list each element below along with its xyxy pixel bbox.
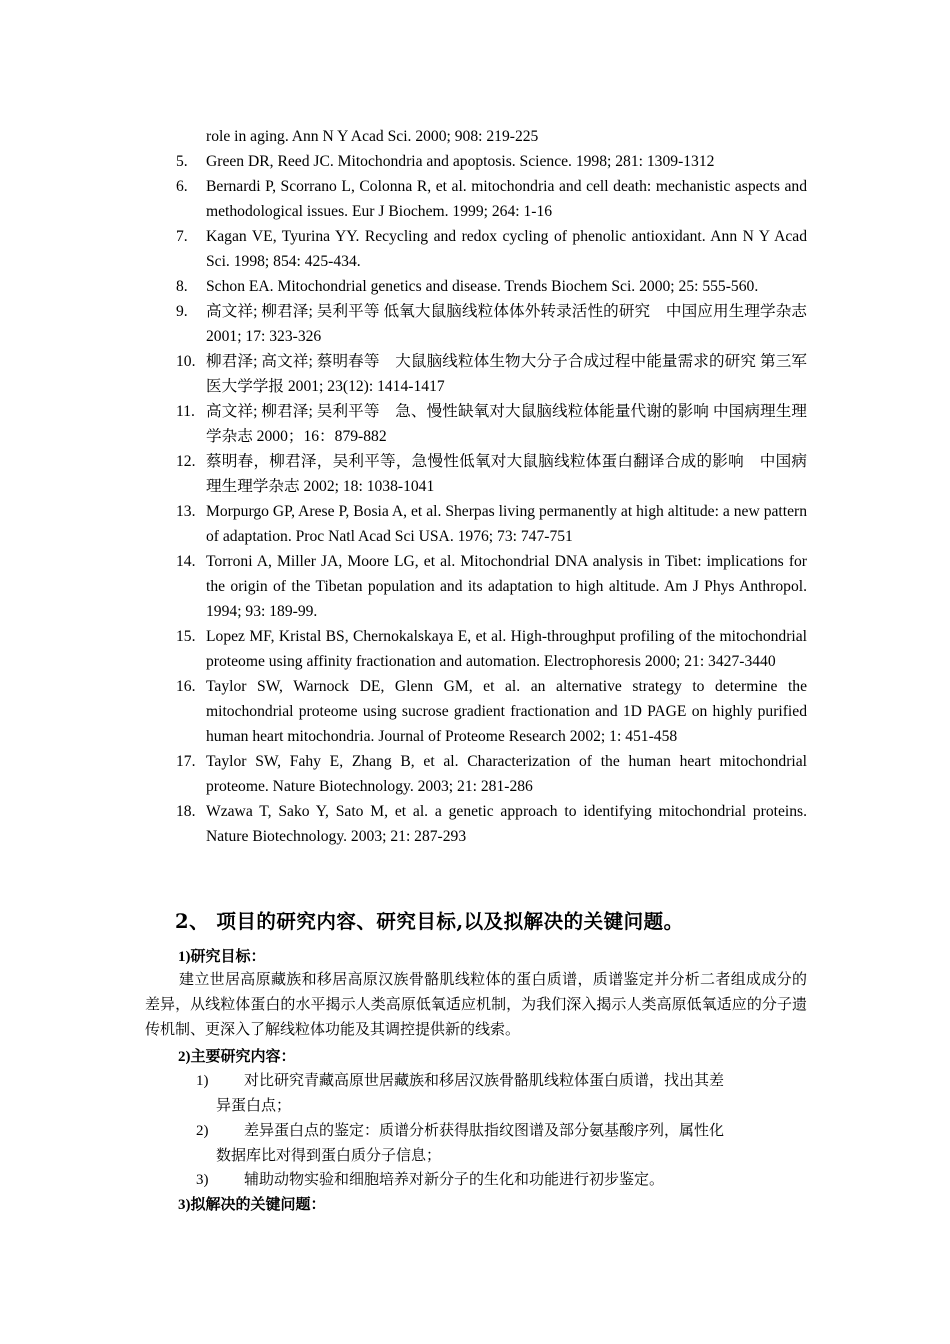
reference-number: 14. (176, 553, 196, 570)
reference-text: Taylor SW, Warnock DE, Glenn GM, et al. an alternative strategy to determine the mitochondrial proteome using sucrose gradient fractionation and 1D PAGE on highly purified human heart mitochondria. Journal of Proteome Research 2002; 1: 451-458 (206, 678, 807, 745)
content-item-text-continued: 数据库比对得到蛋白质分子信息； (216, 1148, 442, 1164)
goal-label: 1)研究目标： (178, 949, 266, 965)
key-issues-label: 3)拟解决的关键问题： (178, 1197, 326, 1213)
content-item (196, 1168, 786, 1193)
content-label: 2)主要研究内容： (178, 1049, 296, 1065)
reference-number: 11. (176, 403, 195, 420)
content-item-text-continued: 异蛋白点； (216, 1098, 292, 1114)
reference-item (145, 224, 807, 274)
reference-item (145, 499, 807, 549)
reference-number: 16. (176, 678, 196, 695)
reference-text: Taylor SW, Fahy E, Zhang B, et al. Characterization of the human heart mitochondrial proteome. Nature Biotechnology. 2003; 21: 281-286 (206, 753, 807, 795)
content-item (196, 1069, 786, 1119)
reference-text: 高文祥; 柳君泽; 吴利平等 低氧大鼠脑线粒体体外转录活性的研究 中国应用生理学杂志 2001; 17: 323-326 (206, 303, 807, 345)
reference-text: role in aging. Ann N Y Acad Sci. 2000; 908: 219-225 (206, 128, 539, 145)
section-heading: 2、 项目的研究内容、研究目标,以及拟解决的关键问题。 (175, 910, 684, 933)
reference-text: Green DR, Reed JC. Mitochondria and apoptosis. Science. 1998; 281: 1309-1312 (206, 153, 715, 170)
content-item-number: 2) (196, 1123, 209, 1139)
reference-text: Schon EA. Mitochondrial genetics and disease. Trends Biochem Sci. 2000; 25: 555-560. (206, 278, 759, 295)
reference-number: 15. (176, 628, 196, 645)
reference-text: Bernardi P, Scorrano L, Colonna R, et al. mitochondria and cell death: mechanistic aspects and methodological issues. Eur J Biochem. 1999; 264: 1-16 (206, 178, 807, 220)
reference-item (145, 449, 807, 499)
reference-item (145, 149, 807, 174)
reference-number: 9. (176, 303, 188, 320)
goal-paragraph: 建立世居高原藏族和移居高原汉族骨骼肌线粒体的蛋白质谱，质谱鉴定并分析二者组成成分的差异，从线粒体蛋白的水平揭示人类高原低氧适应机制，为我们深入揭示人类高原低氧适应的分子遗传机制、更深入了解线粒体功能及其调控提供新的线索。 (145, 972, 807, 1038)
content-item-text: 对比研究青藏高原世居藏族和移居汉族骨骼肌线粒体蛋白质谱，找出其差 (244, 1073, 725, 1089)
reference-number: 8. (176, 278, 188, 295)
reference-list (145, 124, 807, 849)
reference-number: 18. (176, 803, 196, 820)
reference-number: 5. (176, 153, 188, 170)
reference-item (145, 749, 807, 799)
reference-item (145, 799, 807, 849)
reference-text: 高文祥; 柳君泽; 吴利平等 急、慢性缺氧对大鼠脑线粒体能量代谢的影响 中国病理生理学杂志 2000；16：879-882 (206, 403, 807, 445)
content-item-number: 1) (196, 1073, 209, 1089)
reference-number: 10. (176, 353, 196, 370)
reference-number: 17. (176, 753, 196, 770)
content-item-text: 辅助动物实验和细胞培养对新分子的生化和功能进行初步鉴定。 (244, 1172, 665, 1188)
reference-number: 13. (176, 503, 196, 520)
reference-number: 12. (176, 453, 196, 470)
reference-item (145, 399, 807, 449)
reference-item (145, 174, 807, 224)
content-item-text: 差异蛋白点的鉴定：质谱分析获得肽指纹图谱及部分氨基酸序列，属性化 (244, 1123, 725, 1139)
reference-item (145, 624, 807, 674)
reference-text: Morpurgo GP, Arese P, Bosia A, et al. Sherpas living permanently at high altitude: a new pattern of adaptation. Proc Natl Acad Sci USA. 1976; 73: 747-751 (206, 503, 807, 545)
reference-item (145, 349, 807, 399)
reference-text: Wzawa T, Sako Y, Sato M, et al. a genetic approach to identifying mitochondrial proteins. Nature Biotechnology. 2003; 21: 287-293 (206, 803, 807, 845)
reference-number: 6. (176, 178, 188, 195)
reference-item (145, 124, 807, 149)
reference-item (145, 299, 807, 349)
reference-item (145, 549, 807, 624)
content-item-number: 3) (196, 1172, 209, 1188)
reference-text: 蔡明春，柳君泽，吴利平等，急慢性低氧对大鼠脑线粒体蛋白翻译合成的影响 中国病理生理学杂志 2002; 18: 1038-1041 (206, 453, 807, 495)
reference-item (145, 674, 807, 749)
reference-text: Lopez MF, Kristal BS, Chernokalskaya E, et al. High-throughput profiling of the mitochondrial proteome using affinity fractionation and automation. Electrophoresis 2000; 21: 3427-3440 (206, 628, 807, 670)
reference-item (145, 274, 807, 299)
reference-number: 7. (176, 228, 188, 245)
content-item (196, 1119, 786, 1169)
reference-text: 柳君泽; 高文祥; 蔡明春等 大鼠脑线粒体生物大分子合成过程中能量需求的研究 第三军医大学学报 2001; 23(12): 1414-1417 (206, 353, 807, 395)
reference-text: Torroni A, Miller JA, Moore LG, et al. Mitochondrial DNA analysis in Tibet: implications for the origin of the Tibetan population and its adaptation to high altitude. Am J Phys Anthropol. 1994; 93: 189-99. (206, 553, 807, 620)
reference-text: Kagan VE, Tyurina YY. Recycling and redox cycling of phenolic antioxidant. Ann N Y Acad Sci. 1998; 854: 425-434. (206, 228, 807, 270)
